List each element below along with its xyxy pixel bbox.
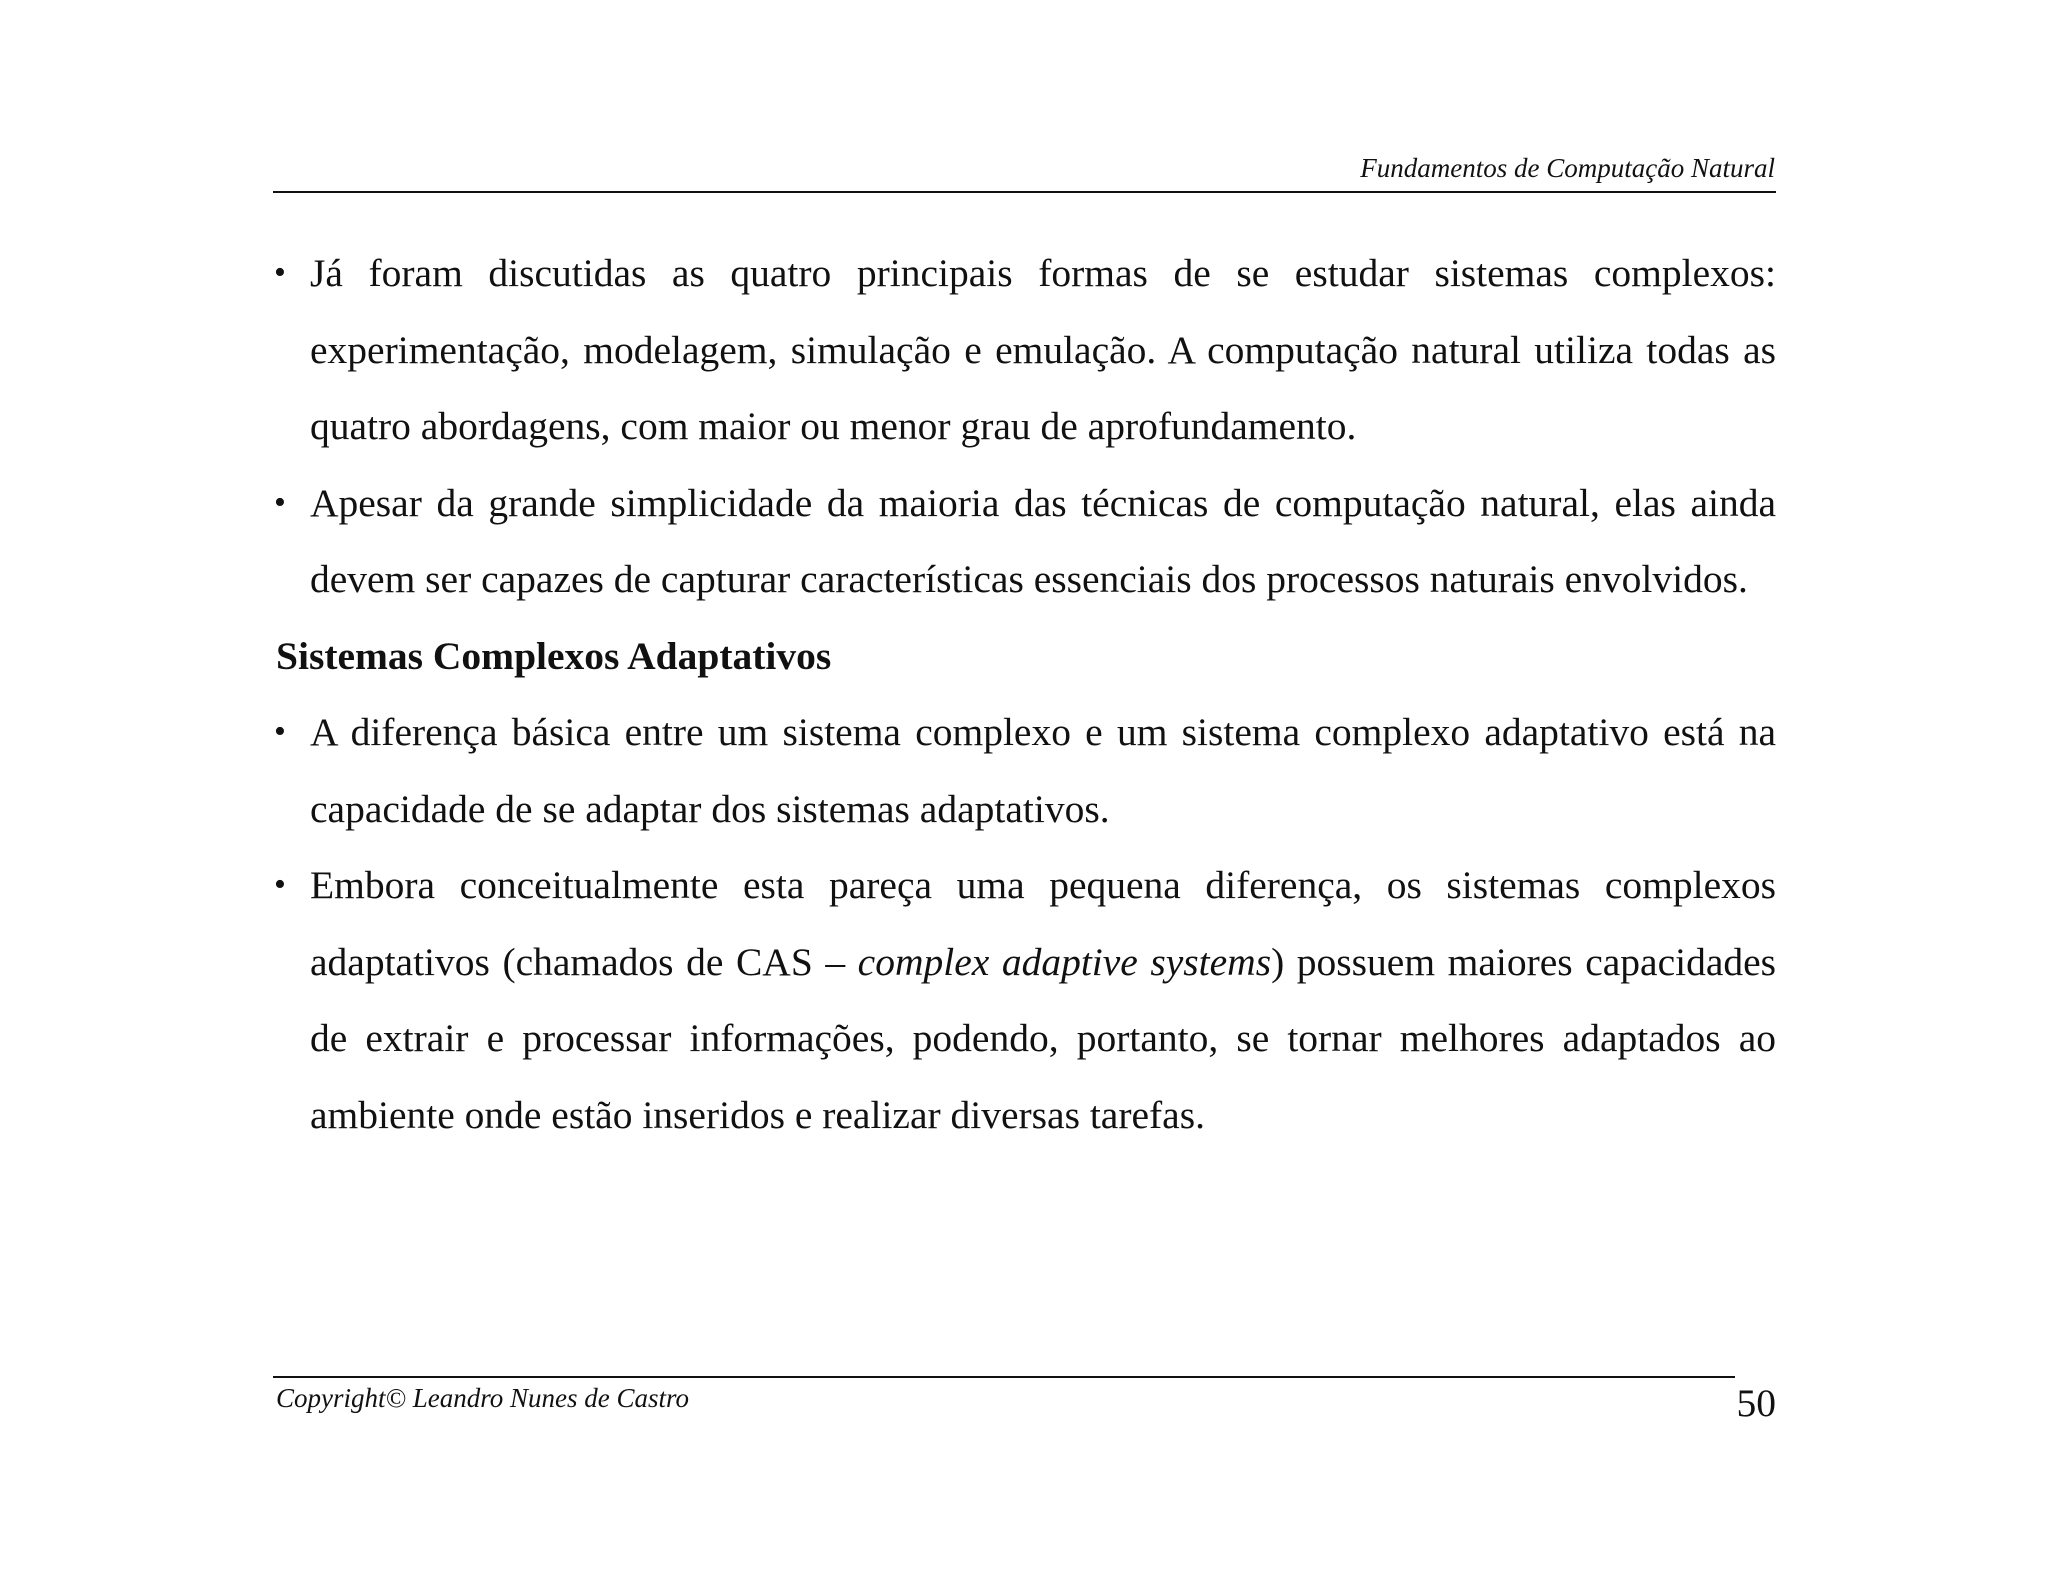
bullet-mark: •: [274, 713, 286, 750]
bullet-item-study-forms: [273, 235, 1776, 465]
bullet-item-simplicity: [273, 465, 1776, 618]
bullet-text: A diferença básica entre um sistema complexo e um sistema complexo adaptativo está na capacidade de se adaptar dos sistemas adaptativos.: [310, 710, 1776, 831]
bullet-text-cas: [310, 847, 1776, 1153]
cas-text-before: Embora conceitualmente esta pareça uma pequena diferença, os sistemas complexos adaptativos (chamados de CAS –: [310, 863, 1776, 984]
bullet-item-cas: [273, 847, 1776, 1153]
bullet-text: Já foram discutidas as quatro principais formas de se estudar sistemas complexos: experimentação, modelagem, simulação e emulação. A computação natural utiliza todas as quatro abordagens, com maior ou menor grau de aprofundamento.: [310, 251, 1776, 448]
header-rule: [273, 191, 1776, 193]
page-body: [273, 235, 1776, 1153]
footer-rule: [273, 1376, 1735, 1378]
cas-italic-term: complex adaptive systems: [857, 939, 1272, 984]
footer-copyright: Copyright© Leandro Nunes de Castro: [276, 1383, 690, 1413]
bullet-text: Apesar da grande simplicidade da maioria das técnicas de computação natural, elas ainda devem ser capazes de capturar características essenciais dos processos naturais envolvidos.: [310, 480, 1776, 601]
bullet-item-basic-difference: [273, 694, 1776, 847]
bullet-mark: •: [274, 483, 286, 521]
section-heading: Sistemas Complexos Adaptativos: [276, 633, 832, 678]
bullet-mark: •: [274, 866, 286, 903]
bullet-mark: •: [274, 254, 286, 291]
page-number: 50: [1736, 1381, 1776, 1425]
running-header-title: Fundamentos de Computação Natural: [1360, 153, 1775, 183]
cas-text-after: ) possuem maiores capacidades de extrair e processar informações, podendo, portanto, se tornar melhores adaptados ao ambiente onde estão inseridos e realizar diversas tarefas.: [310, 939, 1777, 1137]
